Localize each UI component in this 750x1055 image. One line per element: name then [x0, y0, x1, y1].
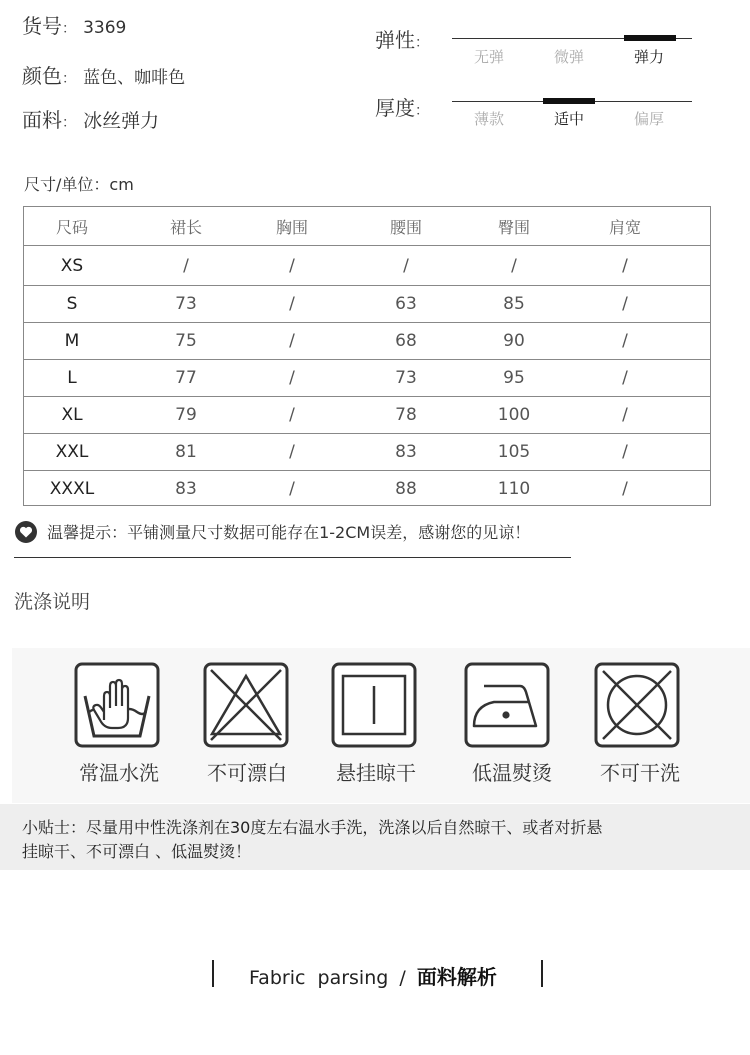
cell-size: XXL	[55, 442, 89, 462]
cell-hip: 100	[497, 405, 531, 425]
header-size: 尺码	[55, 217, 88, 237]
cell-waist: /	[403, 255, 409, 276]
fabric-parsing-en: Fabric parsing	[249, 967, 389, 989]
color-colon: ：	[62, 71, 76, 87]
fabric-row	[22, 104, 159, 133]
cell-length: /	[183, 255, 189, 276]
cell-hip: 105	[497, 442, 531, 462]
elasticity-title	[375, 24, 429, 53]
cell-hip: /	[511, 255, 517, 276]
header-length: 裙长	[169, 217, 202, 237]
cell-chest: /	[289, 442, 295, 462]
cell-size: L	[67, 368, 77, 388]
cell-chest: /	[289, 478, 295, 499]
no-tumble-dry-icon	[594, 662, 680, 748]
elasticity-option-stretch: 弹力	[633, 48, 664, 66]
fabric-parsing-separator: /	[399, 967, 406, 989]
table-row	[24, 434, 710, 471]
color-row	[22, 60, 185, 89]
color-value: 蓝色、咖啡色	[83, 68, 186, 88]
cell-chest: /	[289, 368, 295, 388]
cell-length: 83	[175, 478, 197, 499]
thickness-option-thick: 偏厚	[633, 110, 664, 128]
cell-hip: 95	[503, 368, 525, 388]
color-label: 颜色	[22, 64, 62, 88]
wash-title: 洗涤说明	[14, 591, 91, 613]
table-row	[24, 323, 710, 360]
cell-size: XL	[61, 405, 83, 425]
cell-hip: 85	[503, 294, 525, 314]
thickness-colon: ：	[415, 103, 429, 119]
cell-shoulder: /	[622, 478, 628, 499]
thickness-label: 厚度	[375, 96, 415, 120]
cell-size: XS	[60, 255, 84, 276]
elasticity-option-slight: 微弹	[553, 48, 584, 66]
footer-right-bar	[541, 960, 543, 987]
cell-chest: /	[289, 294, 295, 314]
fabric-parsing-cn: 面料解析	[416, 965, 497, 989]
care-label-no-dry-clean: 不可干洗	[600, 761, 680, 785]
care-label-no-bleach: 不可漂白	[207, 761, 287, 785]
cell-size: M	[64, 331, 80, 351]
washing-tips-band	[0, 804, 750, 870]
header-chest: 胸围	[275, 217, 308, 237]
line-dry-icon	[331, 662, 417, 748]
elasticity-selected-marker	[624, 35, 676, 41]
cell-waist: 78	[395, 405, 417, 425]
tip-row	[14, 520, 530, 544]
cell-length: 79	[175, 405, 197, 425]
table-row	[24, 286, 710, 323]
table-row	[24, 397, 710, 434]
footer-left-bar	[212, 960, 214, 987]
cell-hip: 90	[503, 331, 525, 351]
cell-length: 75	[175, 331, 197, 351]
cell-shoulder: /	[622, 442, 628, 462]
washing-tips-line-2: 挂晾干、不可漂白 、低温熨烫！	[22, 842, 252, 861]
fabric-value: 冰丝弹力	[83, 110, 160, 132]
table-row	[24, 471, 710, 506]
cell-length: 77	[175, 368, 197, 388]
item-number-row	[22, 10, 126, 39]
cell-shoulder: /	[622, 255, 628, 276]
cell-waist: 68	[395, 331, 417, 351]
low-iron-icon	[464, 662, 550, 748]
cell-shoulder: /	[622, 294, 628, 314]
cell-shoulder: /	[622, 331, 628, 351]
cell-length: 73	[175, 294, 197, 314]
washing-tips-line-1: 小贴士：尽量用中性洗涤剂在30度左右温水手洗，洗涤以后自然晾干、或者对折悬	[22, 818, 603, 837]
elasticity-colon: ：	[415, 35, 429, 51]
cell-size: XXXL	[49, 478, 95, 499]
cell-chest: /	[289, 405, 295, 425]
thickness-selected-marker	[543, 98, 595, 104]
cell-waist: 73	[395, 368, 417, 388]
cell-waist: 63	[395, 294, 417, 314]
care-label-line-dry: 悬挂晾干	[336, 761, 416, 785]
table-header-row	[24, 207, 710, 246]
header-hip: 臀围	[497, 217, 530, 237]
tip-text: 温馨提示：平铺测量尺寸数据可能存在1-2CM误差，感谢您的见谅！	[47, 523, 531, 542]
item-number-colon: ：	[62, 21, 76, 37]
heart-icon	[14, 520, 38, 544]
size-unit-label: 尺寸/单位：cm	[24, 175, 134, 194]
care-label-hand-wash: 常温水洗	[79, 761, 159, 785]
fabric-colon: ：	[62, 115, 76, 131]
cell-shoulder: /	[622, 368, 628, 388]
size-table	[23, 206, 711, 506]
elasticity-option-none: 无弹	[473, 48, 504, 66]
hand-wash-icon	[74, 662, 160, 748]
cell-shoulder: /	[622, 405, 628, 425]
table-row	[24, 360, 710, 397]
fabric-label: 面料	[22, 108, 62, 132]
tip-divider	[14, 557, 571, 558]
care-label-low-iron: 低温熨烫	[472, 761, 552, 785]
cell-waist: 83	[395, 442, 417, 462]
no-bleach-icon	[203, 662, 289, 748]
thickness-option-thin: 薄款	[473, 110, 504, 128]
item-number-label: 货号	[22, 14, 62, 38]
cell-chest: /	[289, 331, 295, 351]
thickness-option-medium: 适中	[553, 110, 584, 128]
elasticity-label: 弹性	[375, 28, 415, 52]
header-waist: 腰围	[389, 217, 422, 237]
cell-waist: 88	[395, 478, 417, 499]
item-number-value: 3369	[83, 18, 127, 38]
cell-length: 81	[175, 442, 197, 462]
fabric-parsing-heading	[249, 961, 497, 990]
cell-size: S	[66, 294, 78, 314]
table-row	[24, 246, 710, 286]
cell-chest: /	[289, 255, 295, 276]
thickness-title	[375, 92, 429, 121]
cell-hip: 110	[497, 478, 531, 499]
header-shoulder: 肩宽	[608, 217, 641, 237]
